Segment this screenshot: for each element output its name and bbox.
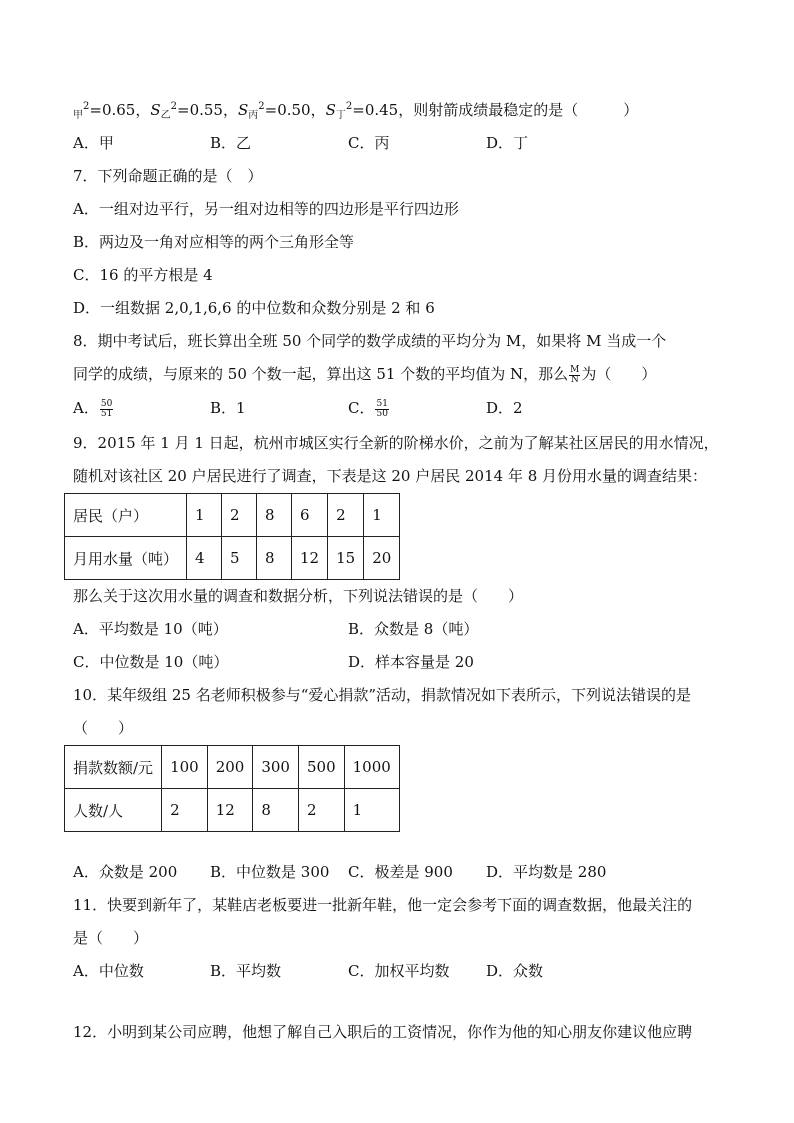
q12-stem-line1: 12．小明到某公司应聘，他想了解自己入职后的工资情况，你作为他的知心朋友你建议他应聘 xyxy=(73,1023,693,1041)
q8-stem-line2: 同学的成绩，与原来的 50 个数一起，算出这 51 个数的平均值为 N，那么 $\frac{M}{N}$ 为（ ） xyxy=(73,364,657,385)
table-row: 月用水量（吨） 4 5 8 12 15 20 xyxy=(65,537,400,580)
q11-option-a: A．中位数 xyxy=(73,962,144,980)
q6-option-a: A．甲 xyxy=(73,134,114,152)
q9-option-d: D．样本容量是 20 xyxy=(348,653,474,671)
q8-option-a: A． $\frac{50}{51}$ xyxy=(73,398,113,419)
q11-option-d: D．众数 xyxy=(486,962,544,980)
q9-option-c: C．中位数是 10（吨） xyxy=(73,653,229,671)
q9-question: 那么关于这次用水量的调查和数据分析，下列说法错误的是（ ） xyxy=(73,587,524,605)
superscript-2: 2 xyxy=(83,101,90,112)
q8-option-c: C． $\frac{51}{50}$ xyxy=(348,398,388,419)
q11-option-b: B．平均数 xyxy=(210,962,282,980)
q9-stem-line1: 9．2015 年 1 月 1 日起，杭州市城区实行全新的阶梯水价，之前为了解某社区居民的用水情况， xyxy=(73,434,719,452)
table-row: 居民（户） 1 2 8 6 2 1 xyxy=(65,494,400,537)
m-over-n-fraction: $\frac{M}{N}$ xyxy=(570,364,580,385)
table-row: 人数/人 2 12 8 2 1 xyxy=(65,789,400,832)
q10-option-a: A．众数是 200 xyxy=(73,863,178,881)
q7-option-d: D．一组数据 2,0,1,6,6 的中位数和众数分别是 2 和 6 xyxy=(73,299,435,317)
q7-stem: 7．下列命题正确的是（ ） xyxy=(73,167,263,185)
q11-option-c: C．加权平均数 xyxy=(348,962,450,980)
q8-option-b: B．1 xyxy=(210,399,246,417)
q9-stem-line2: 随机对该社区 20 户居民进行了调查，下表是这 20 户居民 2014 年 8 月份用水量的调查结果： xyxy=(73,467,708,485)
q6-option-c: C．丙 xyxy=(348,134,390,152)
q7-option-b: B．两边及一角对应相等的两个三角形全等 xyxy=(73,233,355,251)
subscript-jia: 甲 xyxy=(73,110,83,121)
q7-option-a: A．一组对边平行，另一组对边相等的四边形是平行四边形 xyxy=(73,200,459,218)
q8-option-d: D．2 xyxy=(486,399,523,417)
q10-option-b: B．中位数是 300 xyxy=(210,863,330,881)
q10-option-d: D．平均数是 280 xyxy=(486,863,607,881)
q10-stem-line2: （ ） xyxy=(73,719,134,737)
q10-stem-line1: 10．某年级组 25 名老师积极参与“爱心捐款”活动，捐款情况如下表所示，下列说法错误的是 xyxy=(73,686,692,704)
q11-stem-line1: 11．快要到新年了，某鞋店老板要进一批新年鞋，他一定会参考下面的调查数据，他最关注的 xyxy=(73,896,693,914)
q7-option-c: C．16 的平方根是 4 xyxy=(73,266,213,284)
q6-option-d: D．丁 xyxy=(486,134,529,152)
q9-option-a: A．平均数是 10（吨） xyxy=(73,620,228,638)
donation-table xyxy=(64,745,400,832)
q10-option-c: C．极差是 900 xyxy=(348,863,453,881)
water-usage-table xyxy=(64,493,400,580)
q8-stem-line1: 8．期中考试后，班长算出全班 50 个同学的数学成绩的平均分为 M，如果将 M 当成一个 xyxy=(73,332,667,350)
q6-option-b: B．乙 xyxy=(210,134,252,152)
q9-option-b: B．众数是 8（吨） xyxy=(348,620,479,638)
q6-tail-line: $_甲^2$=0.65，$S_乙^2=0.55$，$S_丙^2=0.50$，$S_丁^2=0.45$，则射箭成绩最稳定的是（ ） xyxy=(73,101,639,121)
table-row: 捐款数额/元 100 200 300 500 1000 xyxy=(65,746,400,789)
q11-stem-line2: 是（ ） xyxy=(73,929,149,947)
